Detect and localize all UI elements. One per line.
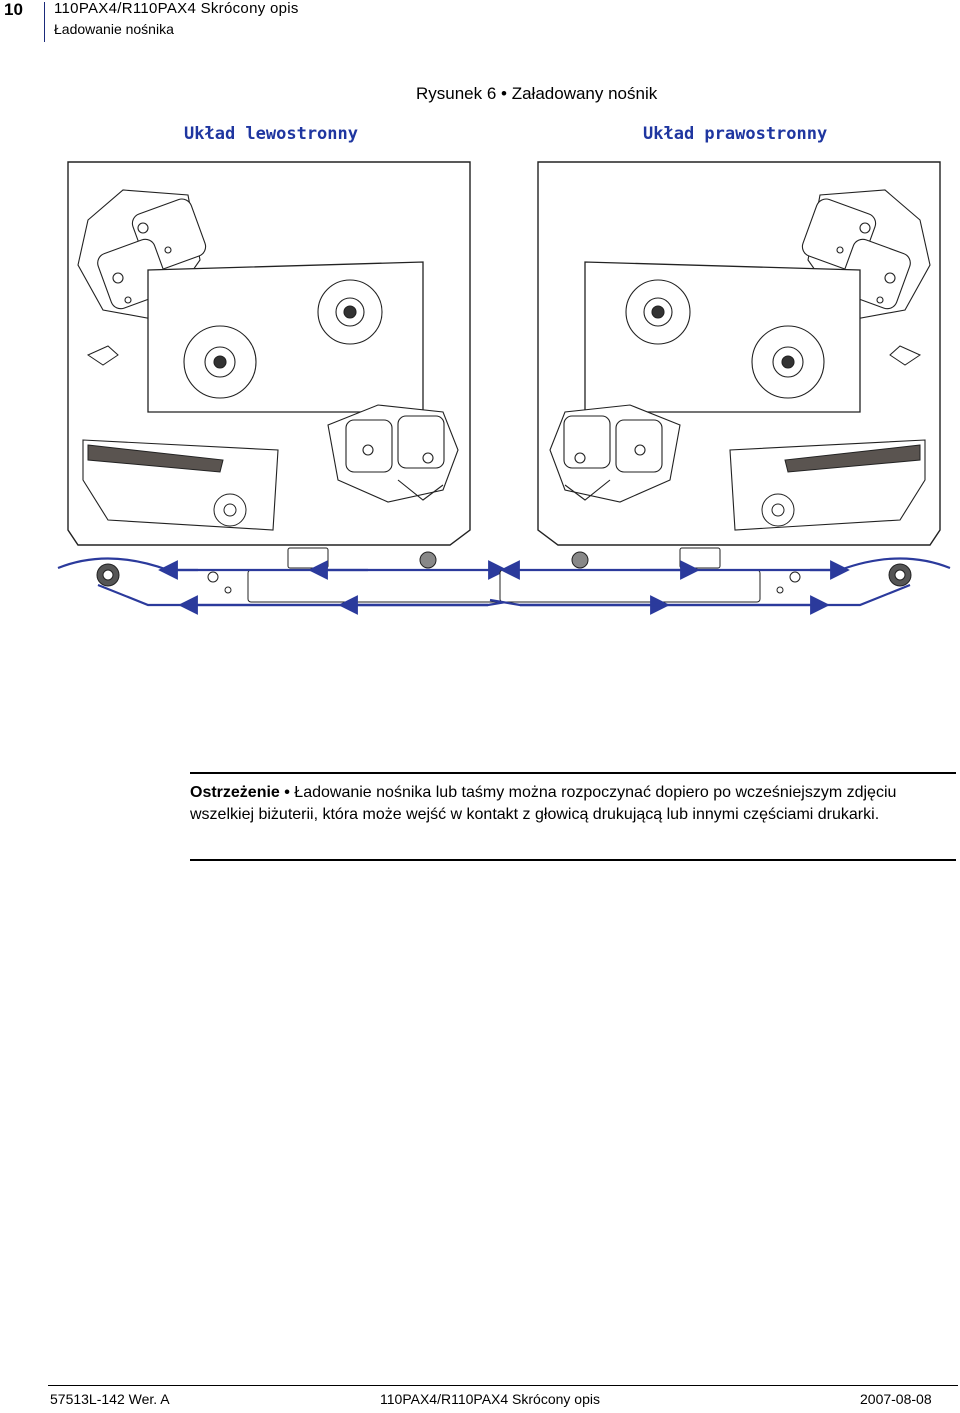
header-divider: [44, 2, 45, 42]
page-number: 10: [4, 0, 23, 19]
left-printer-mechanism: [58, 162, 518, 605]
warning-text: Ładowanie nośnika lub taśmy można rozpoczynać dopiero po wcześniejszym zdjęciu wszelkiej biżuterii, która może wejść w kontakt z głowicą drukującą lub innymi częściami drukarki.: [190, 784, 897, 823]
header-subtitle: Ładowanie nośnika: [54, 21, 174, 37]
right-printer-mechanism: [490, 162, 950, 605]
warning-label: Ostrzeżenie •: [190, 784, 290, 801]
footer-divider: [48, 1385, 958, 1386]
right-layout-label: Układ prawostronny: [643, 124, 828, 144]
left-layout-label: Układ lewostronny: [184, 124, 358, 144]
figure-caption: Rysunek 6 • Załadowany nośnik: [416, 84, 658, 103]
warning-box: [190, 772, 956, 861]
media-loading-diagram: [48, 150, 960, 630]
warning-paragraph: [190, 782, 956, 826]
footer-doc-id: 57513L-142 Wer. A: [50, 1391, 170, 1407]
footer-title: 110PAX4/R110PAX4 Skrócony opis: [380, 1391, 600, 1407]
footer-date: 2007-08-08: [860, 1391, 932, 1407]
header-title: 110PAX4/R110PAX4 Skrócony opis: [54, 0, 299, 17]
